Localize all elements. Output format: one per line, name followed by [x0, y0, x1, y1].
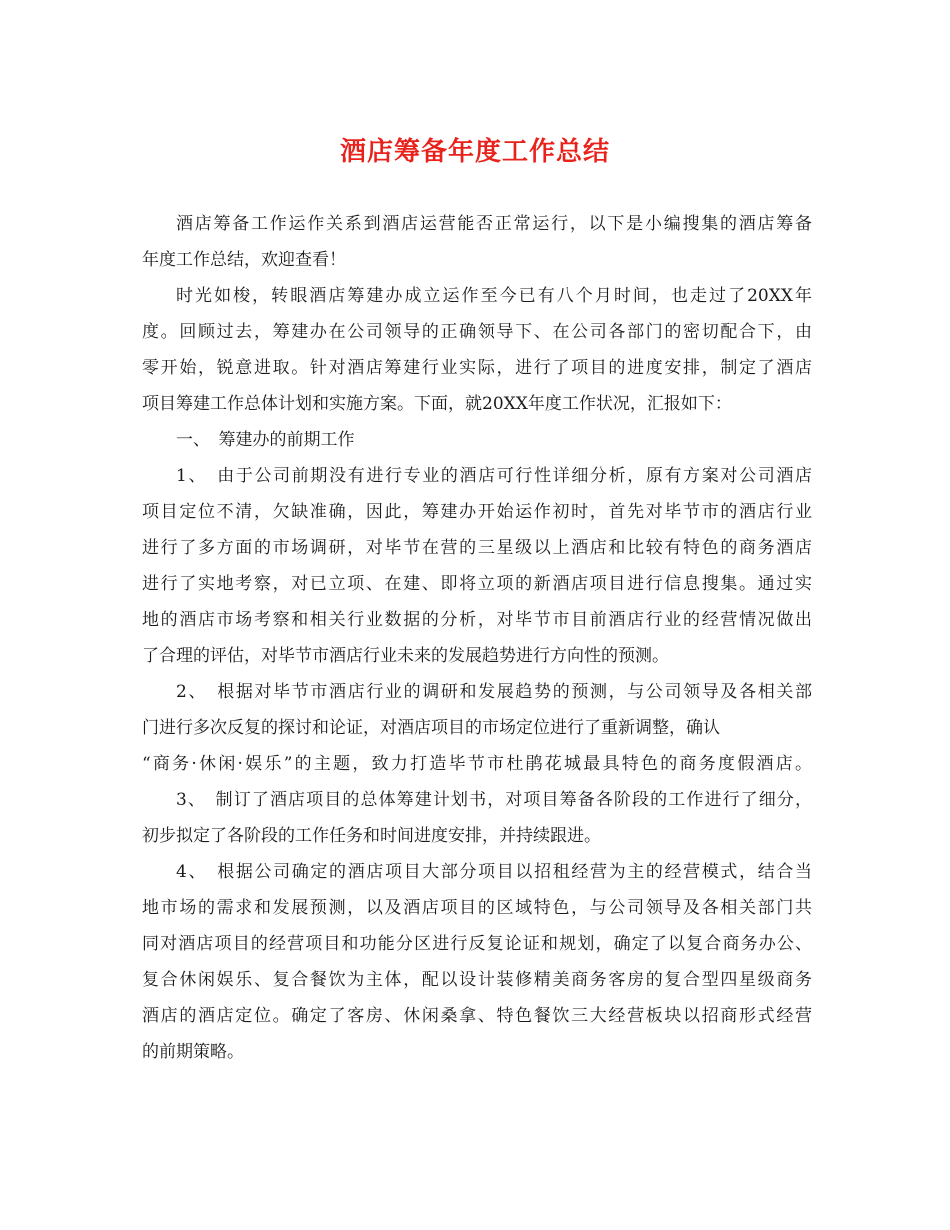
text-line: 年度工作总结，欢迎查看！: [142, 250, 346, 270]
paragraph-intro: [142, 206, 812, 278]
text-line: 地市场的需求和发展预测，以及酒店项目的区域特色，与公司领导及各相关部门共: [142, 898, 812, 918]
page-title: 酒店筹备年度工作总结: [339, 137, 610, 167]
text-line: 项目定位不清，欠缺准确，因此，筹建办开始运作初时，首先对毕节市的酒店行业: [142, 502, 812, 522]
section-heading: [142, 422, 812, 458]
text-line: “商务·休闲·娱乐”的主题，致力打造毕节市杜鹃花城最具特色的商务度假酒店。: [142, 754, 812, 774]
text-line: 酒店的酒店定位。确定了客房、休闲桑拿、特色餐饮三大经营板块以招商形式经营: [142, 1006, 812, 1026]
text-line: 1、 由于公司前期没有进行专业的酒店可行性详细分析，原有方案对公司酒店: [176, 466, 812, 486]
text-line: 了合理的评估，对毕节市酒店行业未来的发展趋势进行方向性的预测。: [142, 646, 669, 666]
text-line: 进行了多方面的市场调研，对毕节在营的三星级以上酒店和比较有特色的商务酒店: [142, 538, 812, 558]
paragraph-overview: [142, 278, 812, 422]
text-line: 一、 筹建办的前期工作: [176, 430, 355, 450]
list-item-2: [142, 674, 812, 782]
text-line: 项目筹建工作总体计划和实施方案。下面，就20XX年度工作状况，汇报如下：: [142, 394, 732, 414]
text-line: 同对酒店项目的经营项目和功能分区进行反复论证和规划，确定了以复合商务办公、: [142, 934, 812, 954]
text-line: 复合休闲娱乐、复合餐饮为主体，配以设计装修精美商务客房的复合型四星级商务: [142, 970, 812, 990]
text-line: 门进行多次反复的探讨和论证，对酒店项目的市场定位进行了重新调整，确认: [142, 718, 720, 738]
text-line: 地的酒店市场考察和相关行业数据的分析，对毕节市目前酒店行业的经营情况做出: [142, 610, 812, 630]
text-line: 4、 根据公司确定的酒店项目大部分项目以招租经营为主的经营模式，结合当: [176, 862, 812, 882]
text-line: 3、 制订了酒店项目的总体筹建计划书，对项目筹备各阶段的工作进行了细分，: [176, 790, 812, 810]
list-item-1: [142, 458, 812, 674]
text-line: 时光如梭，转眼酒店筹建办成立运作至今已有八个月时间，也走过了20XX年: [176, 286, 812, 306]
text-line: 的前期策略。: [142, 1042, 244, 1062]
text-line: 度。回顾过去，筹建办在公司领导的正确领导下、在公司各部门的密切配合下，由: [142, 322, 812, 342]
text-line: 进行了实地考察，对已立项、在建、即将立项的新酒店项目进行信息搜集。通过实: [142, 574, 812, 594]
text-line: 初步拟定了各阶段的工作任务和时间进度安排，并持续跟进。: [142, 826, 601, 846]
text-line: 2、 根据对毕节市酒店行业的调研和发展趋势的预测，与公司领导及各相关部: [176, 682, 812, 702]
document-body: [142, 206, 812, 1070]
text-line: 零开始，锐意进取。针对酒店筹建行业实际，进行了项目的进度安排，制定了酒店: [142, 358, 812, 378]
list-item-4: [142, 854, 812, 1070]
text-line: 酒店筹备工作运作关系到酒店运营能否正常运行，以下是小编搜集的酒店筹备: [176, 214, 812, 234]
list-item-3: [142, 782, 812, 854]
